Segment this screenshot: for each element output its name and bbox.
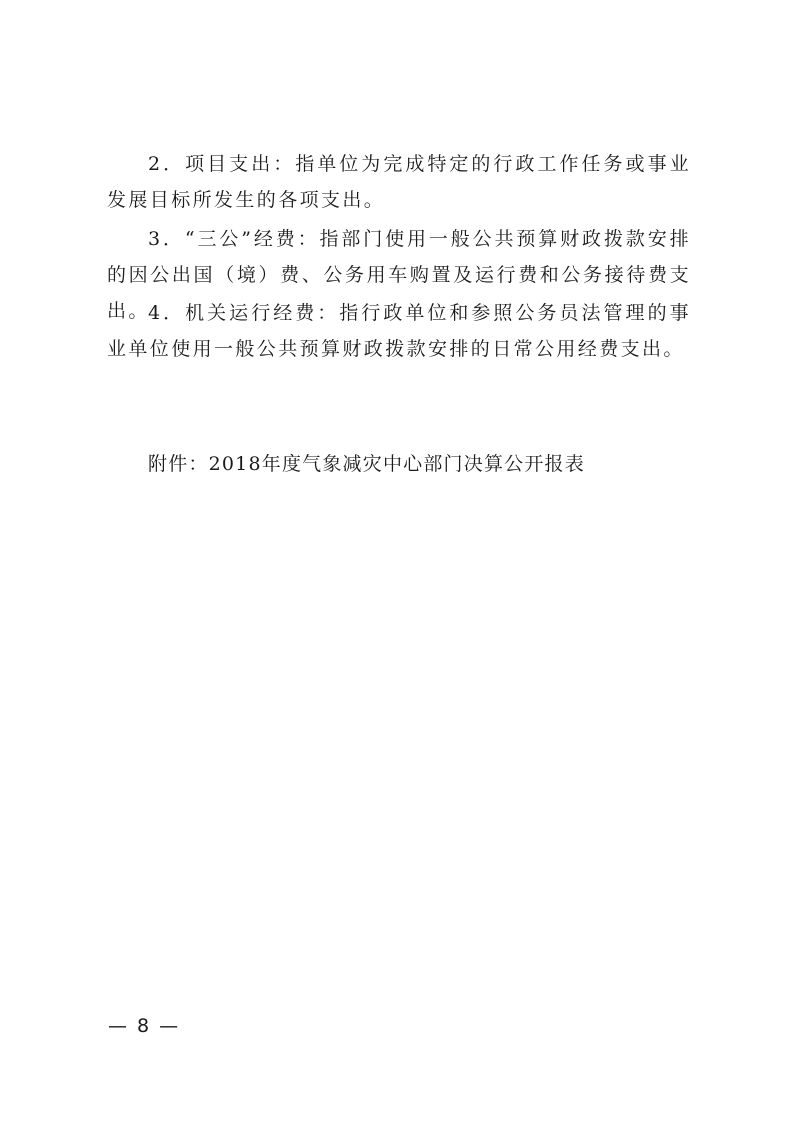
page-number: — 8 — <box>108 1015 181 1037</box>
paragraph-agency-operating-expenses: 4．机关运行经费：指行政单位和参照公务员法管理的事业单位使用一般公共预算财政拨款安排的日常公用经费支出。 <box>107 302 691 360</box>
attachment-line: 附件：2018年度气象减灾中心部门决算公开报表 <box>148 453 585 475</box>
paragraph-project-expenditure: 2．项目支出：指单位为完成特定的行政工作任务或事业发展目标所发生的各项支出。 <box>107 153 691 211</box>
paragraph-three-public-expenses: 3．“三公”经费：指部门使用一般公共预算财政拨款安排的因公出国（境）费、公务用车购置及运行费和公务接待费支出。 <box>107 228 691 322</box>
